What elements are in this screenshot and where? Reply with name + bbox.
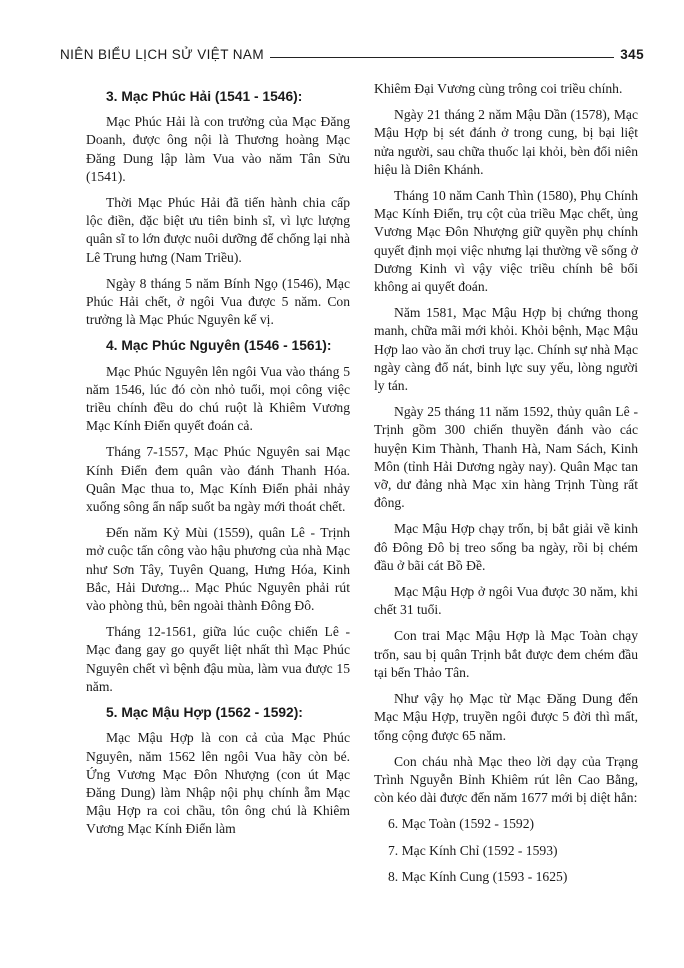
paragraph: Đến năm Kỷ Mùi (1559), quân Lê - Trịnh mở cuộc tấn công vào hậu phương của nhà Mạc như Sơn Tây, Tuyên Quang, Hưng Hóa, Kinh Bắc, Hải Dương... Mạc Phúc Nguyên phải rút vào phòng thủ, bên ngoài thành Đông Đô. — [86, 525, 350, 614]
paragraph: Mạc Mậu Hợp là con cả của Mạc Phúc Nguyên, năm 1562 lên ngôi Vua hãy còn bé. Ứng Vương Mạc Đôn Nhượng (con út Mạc Đăng Dung) làm Nhập nội phụ chính ẵm Mạc Mậu Hợp ra coi chầu, tôn ông chú là Khiêm Vương Mạc Kính Điển làm — [86, 730, 350, 837]
paragraph: Ngày 8 tháng 5 năm Bính Ngọ (1546), Mạc Phúc Hải chết, ở ngôi Vua được 5 năm. Con trưởng là Mạc Phúc Nguyên kế vị. — [86, 275, 350, 328]
paragraph: Tháng 10 năm Canh Thìn (1580), Phụ Chính Mạc Kính Điển, trụ cột của triều Mạc chết, ủng Vương Mạc Đôn Nhượng giữ quyền phụ chính quyết định mọi việc nhưng lại thường về sống ở Dương Kinh vì vậy việc triều chính bê bối không ai quyết đoán. — [374, 188, 638, 295]
paragraph: Như vậy họ Mạc từ Mạc Đăng Dung đến Mạc Mậu Hợp, truyền ngôi được 5 đời thì mất, tổng cộng được 65 năm. — [374, 691, 638, 743]
paragraph: Ngày 25 tháng 11 năm 1592, thủy quân Lê - Trịnh gồm 300 chiến thuyền đánh vào các huyện Kim Thành, Thanh Hà, Nam Sách, Kinh Môn (tỉnh Hải Dương ngày nay). Quân Mạc tan vỡ, dư đảng nhà Mạc xin hàng Trịnh Tùng rất đông. — [374, 404, 638, 511]
list-item: 8. Mạc Kính Cung (1593 - 1625) — [388, 868, 568, 884]
paragraph: Tháng 7-1557, Mạc Phúc Nguyên sai Mạc Kính Điển đem quân vào đánh Thanh Hóa. Quân Mạc thua to, Mạc Kính Điển phải nhảy xuống sông ẩn nấp suốt ba ngày mới thoát chết. — [86, 444, 350, 515]
list-item: 7. Mạc Kính Chỉ (1592 - 1593) — [388, 842, 558, 858]
section-heading-mac-mau-hop: 5. Mạc Mậu Hợp (1562 - 1592): — [106, 705, 303, 721]
paragraph-continued: Khiêm Đại Vương cùng trông coi triều chính. — [374, 81, 623, 96]
header-rule — [270, 57, 614, 58]
paragraph: Thời Mạc Phúc Hải đã tiến hành chia cấp lộc điền, đặc biệt ưu tiên binh sĩ, vì lực lượng quân sĩ to lớn được nuôi dưỡng để chống lại nhà Lê Trung hưng (Nam Triều). — [86, 195, 350, 265]
left-column — [86, 88, 350, 847]
paragraph: Mạc Mậu Hợp chạy trốn, bị bắt giải về kinh đô Đông Đô bị treo sống ba ngày, rồi bị chém đầu ở bãi cát Bồ Đề. — [374, 521, 638, 573]
paragraph: Ngày 21 tháng 2 năm Mậu Dần (1578), Mạc Mậu Hợp bị sét đánh ở trong cung, bị bại liệt nửa người, sau chữa thuốc lại khỏi, bèn đổi niên hiệu là Diên Khánh. — [374, 107, 638, 177]
paragraph: Con trai Mạc Mậu Hợp là Mạc Toàn chạy trốn, sau bị quân Trịnh bắt được đem chém đầu tại bến Thảo Tân. — [374, 628, 638, 680]
list-item: 6. Mạc Toàn (1592 - 1592) — [388, 816, 535, 832]
section-heading-mac-phuc-hai: 3. Mạc Phúc Hải (1541 - 1546): — [106, 89, 303, 104]
running-header — [60, 40, 644, 62]
section-heading-mac-phuc-nguyen: 4. Mạc Phúc Nguyên (1546 - 1561): — [106, 338, 332, 354]
paragraph: Mạc Mậu Hợp ở ngôi Vua được 30 năm, khi chết 31 tuổi. — [374, 584, 638, 618]
paragraph: Mạc Phúc Nguyên lên ngôi Vua vào tháng 5 năm 1546, lúc đó còn nhỏ tuổi, mọi công việc triều chính đều do chú ruột là Khiêm Vương Mạc Kính Điển quyết đoán cả. — [86, 363, 350, 434]
paragraph: Con cháu nhà Mạc theo lời dạy của Trạng Trình Nguyễn Bỉnh Khiêm rút lên Cao Bằng, còn kéo dài được đến năm 1677 mới bị diệt hẳn: — [374, 753, 638, 806]
right-column — [374, 80, 638, 894]
page-number: 345 — [620, 47, 644, 62]
book-title: NIÊN BIỂU LỊCH SỬ VIỆT NAM — [60, 47, 264, 62]
paragraph: Tháng 12-1561, giữa lúc cuộc chiến Lê - Mạc đang gay go quyết liệt nhất thì Mạc Phúc Nguyên chết vì bệnh đậu mùa, làm vua được 15 năm. — [86, 624, 350, 694]
paragraph: Năm 1581, Mạc Mậu Hợp bị chứng thong manh, chữa mãi mới khỏi. Khỏi bệnh, Mạc Mậu Hợp lao vào ăn chơi truy lạc. Chính sự nhà Mạc ngày càng đổ nát, binh lực suy yếu, lòng người ly tán. — [374, 305, 638, 394]
paragraph: Mạc Phúc Hải là con trưởng của Mạc Đăng Doanh, được ông nội là Thương hoàng Mạc Đăng Dung lập làm Vua vào năm Tân Sửu (1541). — [86, 114, 350, 184]
